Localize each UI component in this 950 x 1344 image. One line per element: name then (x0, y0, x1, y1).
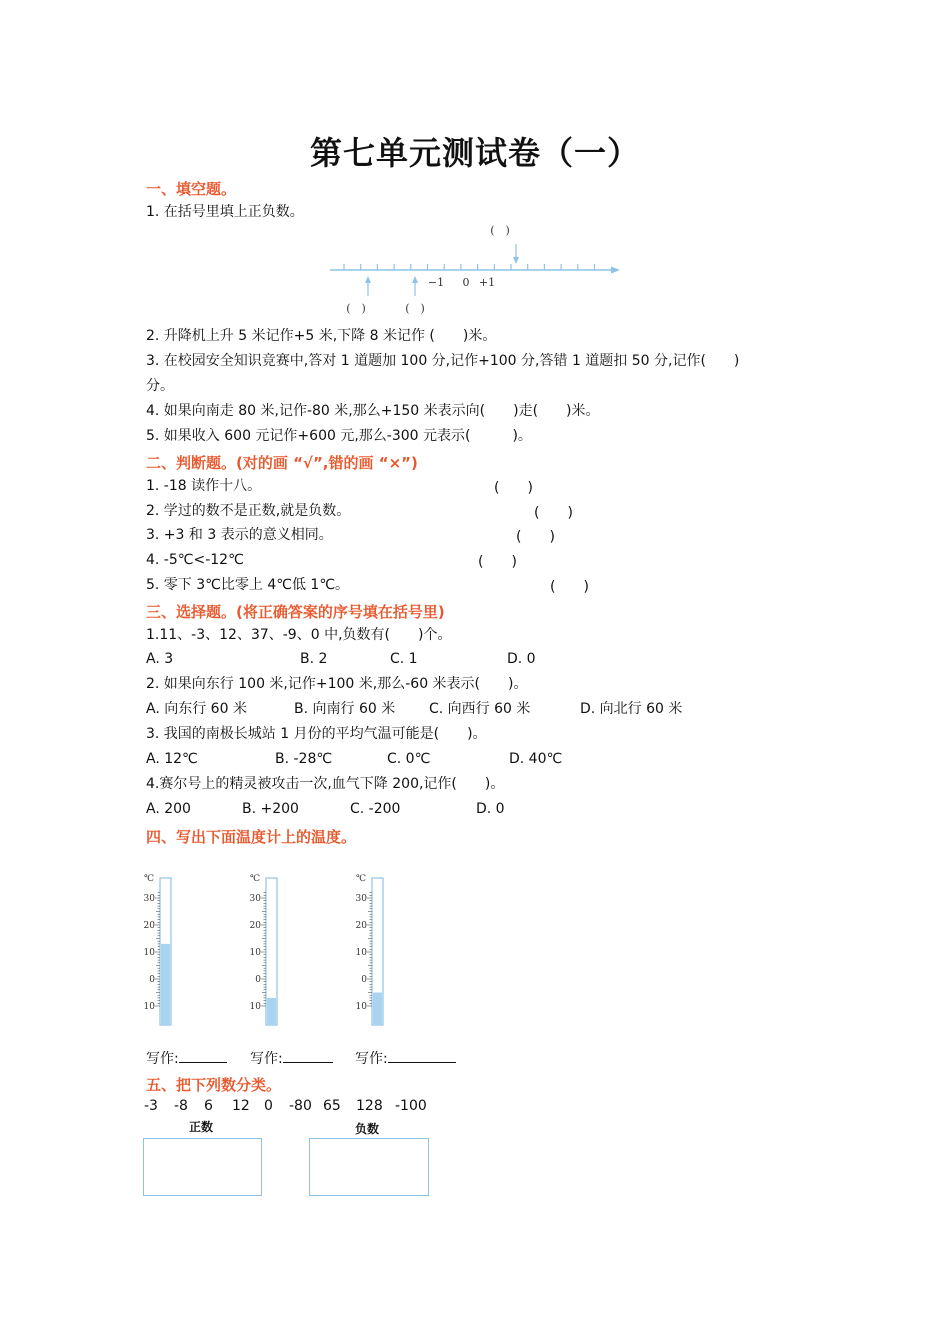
thermometer-svg (352, 868, 392, 1030)
judge-paren-2: ( ) (534, 505, 573, 521)
section-1-heading: 一、填空题。 (146, 180, 237, 198)
negative-numbers-box[interactable] (309, 1138, 429, 1196)
choice-1-option-b: B. 2 (300, 651, 328, 667)
judge-paren-4: ( ) (478, 554, 517, 570)
answer-blank-1[interactable] (179, 1048, 227, 1063)
paren-bottom-mid: ( ) (405, 302, 425, 315)
paren-bottom-left: ( ) (346, 302, 366, 315)
positive-box-label: 正数 (189, 1120, 214, 1134)
scale-label: 10 (355, 948, 367, 958)
section-2-heading: 二、判断题。(对的画 “√”,错的画 “×”) (146, 454, 418, 472)
choice-4-option-c: C. -200 (350, 801, 401, 817)
label-0: 0 (462, 276, 470, 289)
number-item: -80 (289, 1098, 312, 1114)
choice-question-3: 3. 我国的南极长城站 1 月份的平均气温可能是( )。 (146, 726, 487, 742)
section-5-heading: 五、把下列数分类。 (146, 1076, 282, 1094)
answer-blank-2[interactable] (283, 1048, 333, 1063)
choice-3-option-b: B. -28℃ (275, 751, 333, 767)
choice-1-option-c: C. 1 (390, 651, 418, 667)
question-1-5: 5. 如果收入 600 元记作+600 元,那么-300 元表示( )。 (146, 428, 532, 444)
judge-paren-5: ( ) (550, 579, 589, 595)
section-4-heading: 四、写出下面温度计上的温度。 (146, 828, 357, 846)
scale-label: 20 (355, 921, 367, 931)
choice-2-option-d: D. 向北行 60 米 (580, 701, 683, 717)
choice-3-option-a: A. 12℃ (146, 751, 198, 767)
negative-box-label: 负数 (355, 1122, 380, 1136)
number-item: -8 (174, 1098, 188, 1114)
page-title: 第七单元测试卷（一） (309, 134, 640, 172)
choice-3-option-d: D. 40℃ (509, 751, 563, 767)
scale-label: 10 (249, 1002, 261, 1012)
scale-label: 10 (355, 1002, 367, 1012)
scale-label: 10 (249, 948, 261, 958)
choice-4-option-b: B. +200 (242, 801, 299, 817)
write-label-3: 写作: (355, 1051, 388, 1067)
scale-label: 0 (361, 975, 367, 985)
choice-1-option-a: A. 3 (146, 651, 174, 667)
choice-1-option-d: D. 0 (507, 651, 536, 667)
choice-3-option-c: C. 0℃ (387, 751, 431, 767)
judge-item-1: 1. -18 读作十八。 (146, 478, 262, 494)
arrow-mid-head (412, 276, 418, 283)
number-item: -3 (144, 1098, 158, 1114)
thermometer-2 (246, 868, 286, 1030)
choice-2-option-b: B. 向南行 60 米 (294, 701, 396, 717)
answer-line-3 (355, 1048, 456, 1068)
judge-item-5: 5. 零下 3℃比零上 4℃低 1℃。 (146, 577, 350, 593)
choice-4-option-a: A. 200 (146, 801, 191, 817)
positive-numbers-box[interactable] (143, 1138, 262, 1196)
judge-paren-3: ( ) (516, 529, 555, 545)
arrow-left-head (365, 276, 371, 283)
scale-label: 10 (143, 948, 155, 958)
scale-label: 30 (143, 894, 155, 904)
choice-4-option-d: D. 0 (476, 801, 505, 817)
number-item: 128 (356, 1098, 383, 1114)
question-1-4: 4. 如果向南走 80 米,记作-80 米,那么+150 米表示向( )走( )米。 (146, 403, 600, 419)
number-item: -100 (395, 1098, 427, 1114)
question-1-3: 3. 在校园安全知识竞赛中,答对 1 道题加 100 分,记作+100 分,答错 1 道题扣 50 分,记作( ) (146, 353, 740, 369)
answer-line-1 (146, 1048, 227, 1068)
thermometer-svg (140, 868, 180, 1030)
unit-label: ℃ (356, 874, 367, 884)
number-item: 0 (264, 1098, 273, 1114)
number-line-svg (326, 220, 626, 318)
choice-question-1: 1.11、-3、12、37、-9、0 中,负数有( )个。 (146, 627, 452, 643)
question-1-2: 2. 升降机上升 5 米记作+5 米,下降 8 米记作 ( )米。 (146, 328, 497, 344)
scale-label: 20 (143, 921, 155, 931)
arrow-top-head (513, 257, 519, 264)
answer-line-2 (250, 1048, 333, 1068)
thermometer-3 (352, 868, 392, 1030)
thermometer-1 (140, 868, 180, 1030)
question-1-3-cont: 分。 (146, 378, 174, 394)
choice-2-option-c: C. 向西行 60 米 (429, 701, 531, 717)
number-list (144, 1098, 427, 1114)
answer-blank-3[interactable] (388, 1048, 456, 1063)
unit-label: ℃ (250, 874, 261, 884)
write-label-2: 写作: (250, 1051, 283, 1067)
choice-question-2: 2. 如果向东行 100 米,记作+100 米,那么-60 米表示( )。 (146, 676, 528, 692)
thermometer-liquid (161, 944, 170, 1025)
label-pos1: +1 (478, 276, 496, 289)
number-item: 65 (323, 1098, 341, 1114)
choice-question-4: 4.赛尔号上的精灵被攻击一次,血气下降 200,记作( )。 (146, 776, 505, 792)
thermometer-svg (246, 868, 286, 1030)
number-item: 6 (204, 1098, 213, 1114)
scale-label: 20 (249, 921, 261, 931)
number-item: 12 (232, 1098, 250, 1114)
judge-item-4: 4. -5℃<-12℃ (146, 552, 244, 568)
judge-item-2: 2. 学过的数不是正数,就是负数。 (146, 503, 351, 519)
number-line-ticks (344, 264, 595, 270)
judge-paren-1: ( ) (494, 480, 533, 496)
section-3-heading: 三、选择题。(将正确答案的序号填在括号里) (146, 603, 445, 621)
scale-label: 10 (143, 1002, 155, 1012)
thermometer-liquid (267, 998, 276, 1025)
scale-label: 0 (149, 975, 155, 985)
label-neg1: −1 (427, 276, 445, 289)
paren-top: ( ) (490, 224, 510, 237)
question-1-1: 1. 在括号里填上正负数。 (146, 204, 304, 220)
scale-label: 30 (249, 894, 261, 904)
scale-label: 30 (355, 894, 367, 904)
number-line-arrowhead (611, 267, 620, 274)
unit-label: ℃ (144, 874, 155, 884)
number-line-diagram (326, 220, 626, 318)
judge-item-3: 3. +3 和 3 表示的意义相同。 (146, 527, 333, 543)
scale-label: 0 (255, 975, 261, 985)
thermometer-liquid (373, 993, 382, 1026)
choice-2-option-a: A. 向东行 60 米 (146, 701, 247, 717)
write-label-1: 写作: (146, 1051, 179, 1067)
